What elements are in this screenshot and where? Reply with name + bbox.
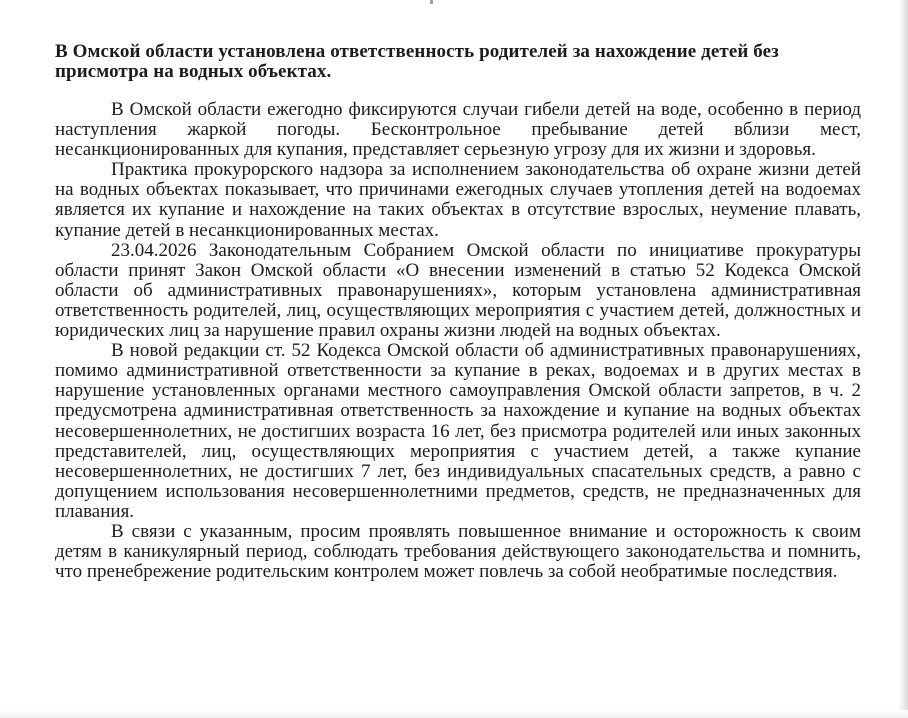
document-title: В Омской области установлена ответственность родителей за нахождение детей без присмотра на водных объектах.: [55, 41, 779, 82]
paragraph-new-edition: В новой редакции ст. 52 Кодекса Омской области об административных правонарушениях, помимо административной ответственности за купание в реках, водоемах и в других местах в нарушение установленных органами местного самоуправления Омской области запретов, в ч. 2 предусмотрена административная ответственность за нахождение и купание на водных объектах несовершеннолетних, не достигших возраста 16 лет, без присмотра родителей или иных законных представителей, лиц, осуществляющих мероприятия с участием детей, а также купание несовершеннолетних, не достигших 7 лет, без индивидуальных спасательных средств, а равно с допущением использования несовершеннолетними предметов, средств, не предназначенных для плавания.: [55, 340, 861, 522]
scan-edge-right: [898, 0, 908, 718]
paragraph-practice: Практика прокурорского надзора за исполнением законодательства об охране жизни детей на водных объектах показывает, что причинами ежегодных случаев утопления детей на водоемах является их купание и нахождение на таких объектах в отсутствие взрослых, неумение плавать, купание детей в несанкционированных местах.: [55, 159, 861, 241]
paragraph-intro: В Омской области ежегодно фиксируются случаи гибели детей на воде, особенно в период наступления жаркой погоды. Бесконтрольное пребывание детей вблизи мест, несанкционированных для купания, представляет серьезную угрозу для их жизни и здоровья.: [55, 99, 861, 161]
paragraph-law: 23.04.2026 Законодательным Собранием Омской области по инициативе прокуратуры области принят Закон Омской области «О внесении изменений в статью 52 Кодекса Омской области об административных правонарушениях», которым установлена административная ответственность родителей, лиц, осуществляющих мероприятия с участием детей, должностных и юридических лиц за нарушение правил охраны жизни людей на водных объектах.: [55, 239, 861, 342]
paragraph-appeal: В связи с указанным, просим проявлять повышенное внимание и осторожность к своим детям в каникулярный период, соблюдать требования действующего законодательства и помнить, что пренебрежение родительским контролем может повлечь за собой необратимые последствия.: [55, 520, 861, 583]
scan-speck: [430, 0, 433, 4]
scan-edge-bottom: [0, 710, 908, 718]
document-body: [55, 100, 861, 582]
